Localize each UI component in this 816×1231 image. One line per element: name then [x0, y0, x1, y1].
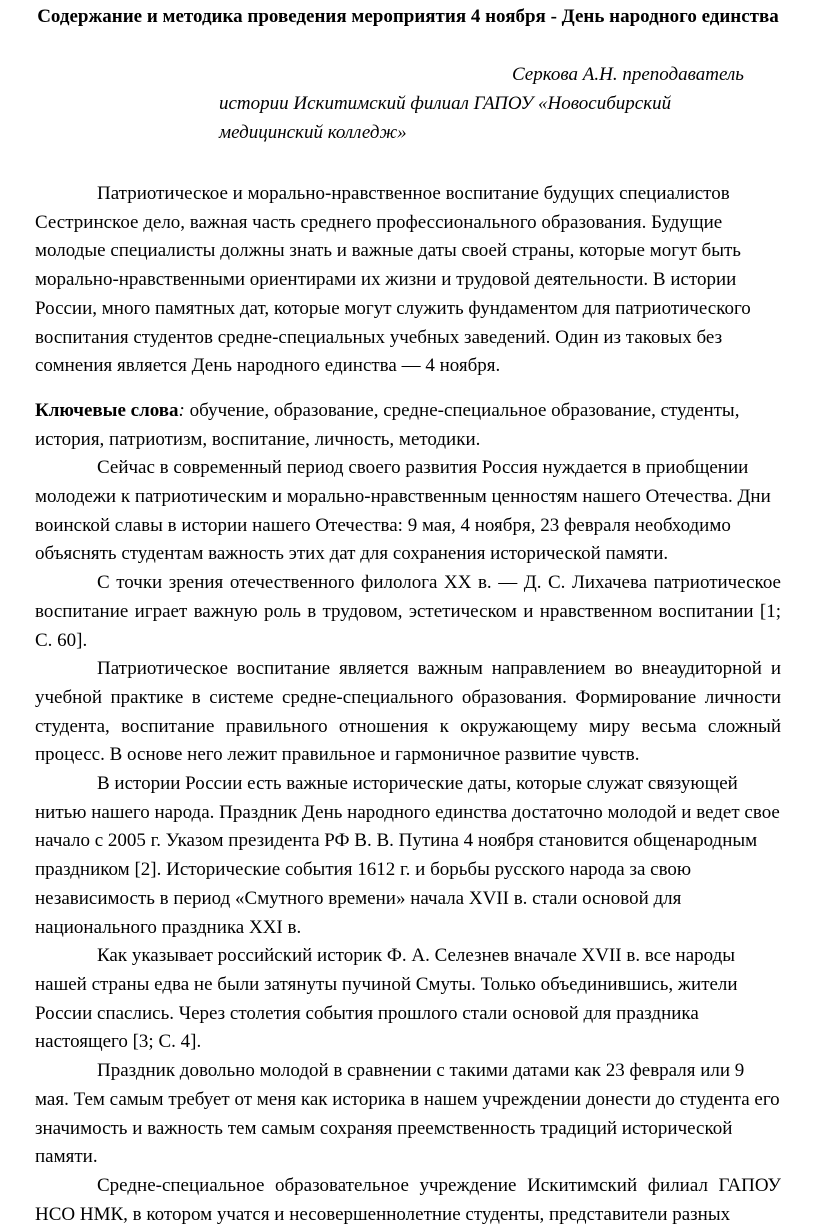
keywords-text: обучение, образование, средне-специальное образование, студенты, история, патриотизм, воспитание, личность, методики. [35, 399, 740, 450]
keywords-colon: : [178, 399, 185, 421]
body-paragraph-5: Как указывает российский историк Ф. А. Селезнев вначале XVII в. все народы нашей страны едва не были затянуты пучиной Смуты. Только объединившись, жители России спаслись. Через столетия события прошлого стали основой для праздника настоящего [3; С. 4]. [35, 945, 738, 1053]
document-page [35, 0, 781, 1229]
document-title: Содержание и методика проведения мероприятия 4 ноября - День народного единства [37, 6, 779, 27]
keywords-paragraph [35, 397, 781, 454]
keywords-label: Ключевые слова [35, 399, 179, 421]
body-paragraph-6: Праздник довольно молодой в сравнении с такими датами как 23 февраля или 9 мая. Тем самым требует от меня как историка в нашем учреждении донести до студента его значимость и важность тем самым сохраняя преемственность традиций исторической памяти. [35, 1060, 780, 1168]
intro-paragraph: Патриотическое и морально-нравственное воспитание будущих специалистов Сестринское дело, важная часть среднего профессионального образования. Будущие молодые специалисты должны знать и важные даты своей страны, которые могут быть морально-нравственными ориентирами их жизни и трудовой деятельности. В истории России, много памятных дат, которые могут служить фундаментом для патриотического воспитания студентов средне-специальных учебных заведений. Один из таковых без сомнения является День народного единства — 4 ноября. [35, 183, 751, 377]
body-paragraph-4: В истории России есть важные исторические даты, которые служат связующей нитью нашего народа. Праздник День народного единства достаточно молодой и ведет свое начало с 2005 г. Указом президента РФ В. В. Путина 4 ноября становится общенародным праздником [2]. Исторические события 1612 г. и борьбы русского народа за свою независимость в период «Смутного времени» начала XVII в. стали основой для национального праздника XXI в. [35, 773, 780, 938]
body-paragraph-1: Сейчас в современный период своего развития Россия нуждается в приобщении молодежи к патриотическим и морально-нравственным ценностям нашего Отечества. Дни воинской славы в истории нашего Отечества: 9 мая, 4 ноября, 23 февраля необходимо объяснять студентам важность этих дат для сохранения исторической памяти. [35, 457, 771, 565]
author-block [35, 60, 781, 147]
body-paragraph-3: Патриотическое воспитание является важным направлением во внеаудиторной и учебной практике в системе средне-специального образования. Формирование личности студента, воспитание правильного отношения к окружающему миру весьма сложный процесс. В основе него лежит правильное и гармоничное развитие чувств. [35, 658, 781, 766]
author-line-name: Серкова А.Н. преподаватель [512, 64, 744, 85]
body-paragraph-7: Средне-специальное образовательное учреждение Искитимский филиал ГАПОУ НСО НМК, в котором учатся и несовершеннолетние студенты, представители разных [35, 1174, 781, 1225]
author-line-college: медицинский колледж» [219, 122, 407, 143]
body-paragraph-2: С точки зрения отечественного филолога XX в. — Д. С. Лихачева патриотическое воспитание играет важную роль в трудовом, эстетическом и нравственном воспитании [1; С. 60]. [35, 572, 781, 651]
author-line-affiliation: истории Искитимский филиал ГАПОУ «Новосибирский [219, 93, 672, 114]
